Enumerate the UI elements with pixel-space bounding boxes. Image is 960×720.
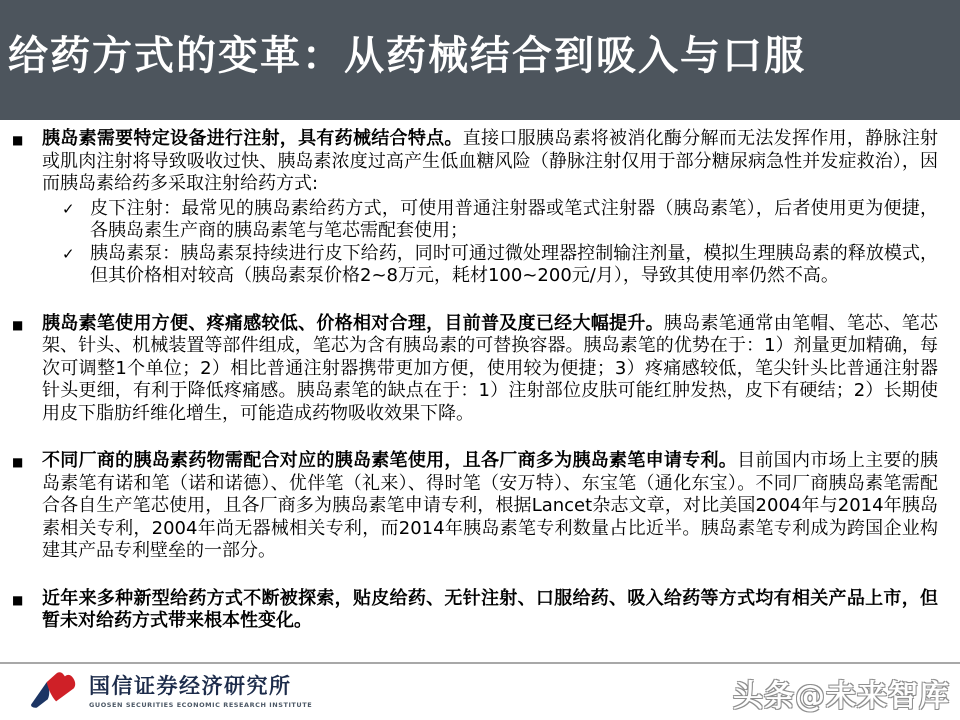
square-bullet-icon: ■ (12, 133, 24, 147)
sub-bullet (62, 243, 938, 288)
guosen-logo-icon (28, 670, 80, 714)
check-icon: ✓ (62, 199, 75, 218)
bullet-point (12, 313, 938, 426)
square-bullet-icon: ■ (12, 317, 24, 332)
bullet-paragraph (42, 128, 938, 196)
bullet-regular-text: 胰岛素笔通常由笔帽、笔芯、笔芯架、针头、机械装置等部件组成，笔芯为含有胰岛素的可替换容器。胰岛素笔的优势在于：1）剂量更加精确，每次可调整1个单位；2）相比普通注射器携带更加方便，使用较为便捷；3）疼痛感较低，笔尖针头比普通注射器针头更细，有利于降低疼痛感。胰岛素笔的缺点在于：1）注射部位皮肤可能红肿发热，皮下有硬结；2）长期使用皮下脂肪纤维化增生，可能造成药物吸收效果下降。 (42, 312, 939, 424)
org-block (89, 675, 312, 708)
org-name-en: GUOSEN SECURITIES ECONOMIC RESEARCH INSTITUTE (89, 700, 313, 709)
sub-bullet-list (62, 198, 938, 288)
bullet-paragraph (42, 313, 938, 426)
sub-bullet-text: 皮下注射：最常见的胰岛素给药方式，可使用普通注射器或笔式注射器（胰岛素笔），后者使用更为便捷，各胰岛素生产商的胰岛素笔与笔芯需配套使用； (90, 197, 938, 241)
bullet-paragraph (42, 588, 938, 633)
sub-bullet-text: 胰岛素泵：胰岛素泵持续进行皮下给药，同时可通过微处理器控制输注剂量，模拟生理胰岛素的释放模式，但其价格相对较高（胰岛素泵价格2~8万元，耗材100~200元/月），导致其使用率仍然不高。 (90, 242, 938, 286)
org-name-cn: 国信证券经济研究所 (89, 674, 292, 699)
bullet-regular-text: 目前国内市场上主要的胰岛素笔有诺和笔（诺和诺德）、优伴笔（礼来）、得时笔（安万特）、东宝笔（通化东宝）。不同厂商胰岛素笔需配合各自生产笔芯使用，且各厂商多为胰岛素笔申请专利，根据Lancet杂志文章，对比美国2004年与2014年胰岛素相关专利，2004年尚无器械相关专利，而2014年胰岛素笔专利数量占比近半。胰岛素笔专利成为跨国企业构建其产品专利壁垒的一部分。 (42, 450, 939, 561)
watermark-text: 头条@未来智库 (733, 679, 950, 714)
bullet-bold-text: 胰岛素笔使用方便、疼痛感较低、价格相对合理，目前普及度已经大幅提升。 (42, 312, 664, 334)
bullet-regular-text: 直接口服胰岛素将被消化酶分解而无法发挥作用，静脉注射或肌肉注射将导致吸收过快、胰岛素浓度过高产生低血糖风险（静脉注射仅用于部分糖尿病急性并发症救治），因而胰岛素给药多采取注射给药方式: (42, 128, 939, 194)
bullet-point (12, 588, 938, 633)
square-bullet-icon: ■ (12, 592, 24, 607)
bullet-bold-text: 不同厂商的胰岛素药物需配合对应的胰岛素笔使用，且各厂商多为胰岛素笔申请专利。 (42, 450, 738, 471)
slide-body (0, 120, 960, 658)
bullet-point (12, 450, 938, 563)
slide-header (0, 0, 960, 120)
bullet-bold-text: 胰岛素需要特定设备进行注射，具有药械结合特点。 (42, 128, 463, 149)
square-bullet-icon: ■ (12, 455, 24, 469)
bullet-bold-text: 近年来多种新型给药方式不断被探索，贴皮给药、无针注射、口服给药、吸入给药等方式均有相关产品上市，但暂未对给药方式带来根本性变化。 (42, 587, 938, 631)
sub-bullet (62, 198, 938, 243)
check-icon: ✓ (62, 244, 75, 263)
bullet-point (12, 128, 938, 196)
slide-footer (0, 662, 960, 720)
page-title: 给药方式的变革：从药械结合到吸入与口服 (8, 33, 806, 79)
bullet-paragraph (42, 450, 938, 563)
